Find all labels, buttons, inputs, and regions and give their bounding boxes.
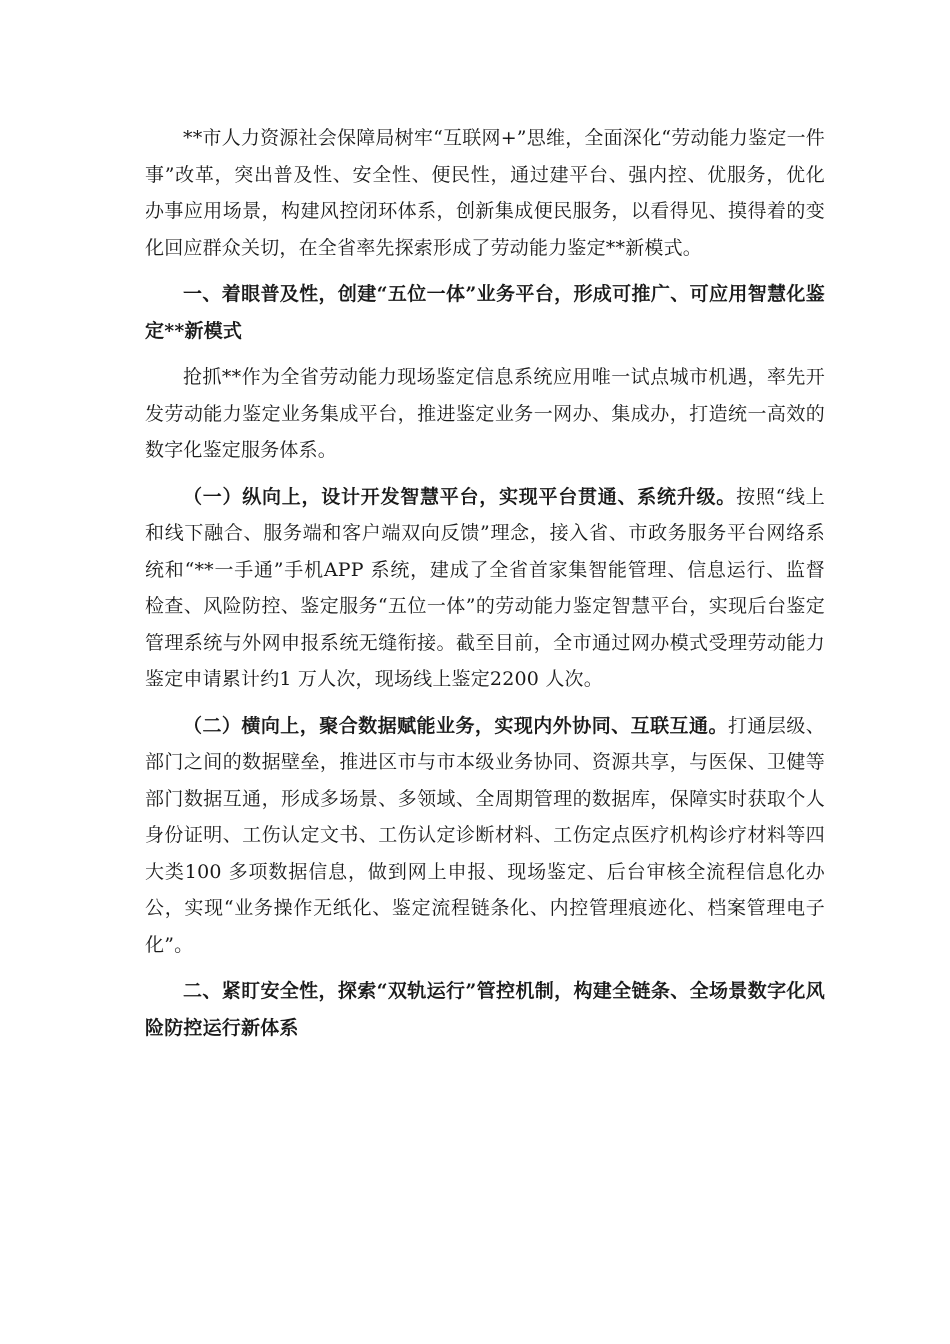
section-1-paragraph: 抢抓**作为全省劳动能力现场鉴定信息系统应用唯一试点城市机遇，率先开发劳动能力鉴定业务集成平台，推进鉴定业务一网办、集成办，打造统一高效的数字化鉴定服务体系。: [145, 366, 825, 461]
document-body: [145, 120, 825, 1056]
subsection-1-text: 按照“线上和线下融合、服务端和客户端双向反馈”理念，接入省、市政务服务平台网络系统和“**一手通”手机APP 系统，建成了全省首家集智能管理、信息运行、监督检查、风险防控、鉴定服务“五位一体”的劳动能力鉴定智慧平台，实现后台鉴定管理系统与外网申报系统无缝衔接。截至目前，全市通过网办模式受理劳动能力鉴定申请累计约1 万人次，现场线上鉴定2200 人次。: [145, 485, 826, 690]
subsection-2-paragraph: [145, 708, 825, 964]
intro-paragraph: **市人力资源社会保障局树牢“互联网+”思维，全面深化“劳动能力鉴定一件事”改革，突出普及性、安全性、便民性，通过建平台、强内控、优服务，优化办事应用场景，构建风控闭环体系，创新集成便民服务，以看得见、摸得着的变化回应群众关切，在全省率先探索形成了劳动能力鉴定**新模式。: [145, 127, 825, 259]
section-heading-1: 一、着眼普及性，创建“五位一体”业务平台，形成可推广、可应用智慧化鉴定**新模式: [145, 283, 825, 342]
subsection-2-text: 打通层级、部门之间的数据壁垒，推进区市与市本级业务协同、资源共享，与医保、卫健等部门数据互通，形成多场景、多领域、全周期管理的数据库，保障实时获取个人身份证明、工伤认定文书、工伤认定诊断材料、工伤定点医疗机构诊疗材料等四大类100 多项数据信息，做到网上申报、现场鉴定、后台审核全流程信息化办公，实现“业务操作无纸化、鉴定流程链条化、内控管理痕迹化、档案管理电子化”。: [145, 714, 825, 956]
subsection-1-lead: （一）纵向上，设计开发智慧平台，实现平台贯通、系统升级。: [183, 485, 737, 508]
subsection-2-lead: （二）横向上，聚合数据赋能业务，实现内外协同、互联互通。: [183, 714, 728, 737]
subsection-1-paragraph: [145, 479, 825, 698]
section-heading-2: 二、紧盯安全性，探索“双轨运行”管控机制，构建全链条、全场景数字化风险防控运行新体系: [145, 980, 825, 1039]
